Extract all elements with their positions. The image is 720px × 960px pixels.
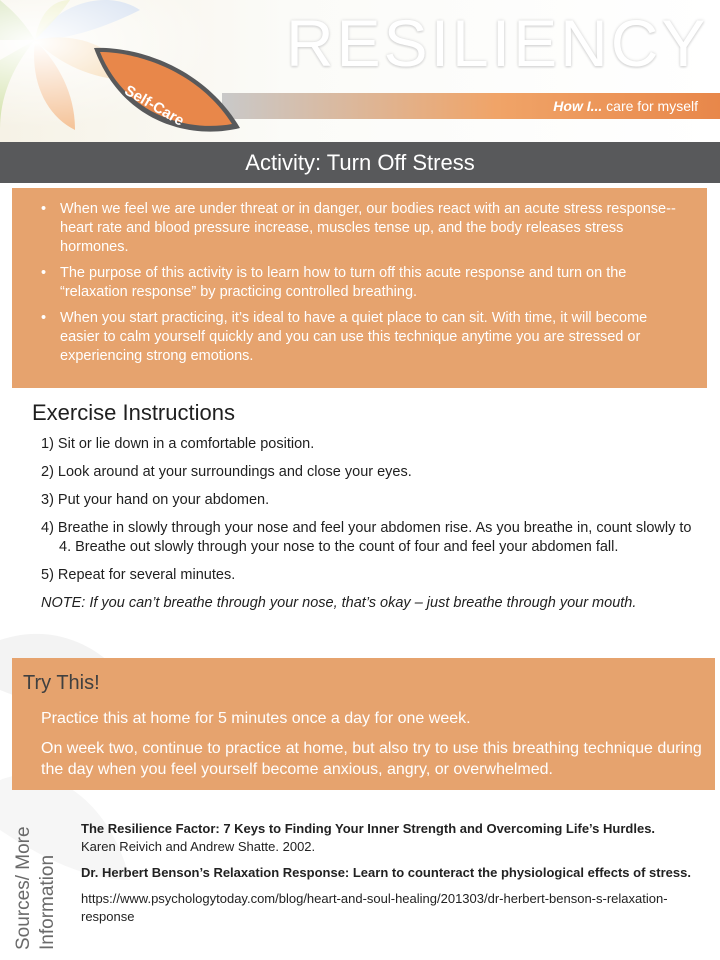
tagline-bar	[222, 93, 720, 119]
intro-panel	[12, 188, 707, 388]
try-this-heading: Try This!	[23, 672, 100, 694]
sources-label: Sources/ More Information	[13, 826, 58, 950]
exercise-step: 3) Put your hand on your abdomen.	[41, 492, 270, 508]
sources-list	[81, 820, 711, 926]
intro-bullet-list	[12, 188, 707, 366]
page-header	[0, 0, 720, 142]
intro-bullet: • When we feel we are under threat or in danger, our bodies react with an acute stress response--heart rate and blood pressure increase, muscles tense up, and the body releases stress hormones.	[60, 200, 689, 257]
tagline: How I... care for myself	[553, 98, 698, 114]
activity-title-bar	[0, 142, 720, 183]
intro-bullet: • The purpose of this activity is to learn how to turn off this acute response and turn on the “relaxation response” by practicing controlled breathing.	[60, 264, 689, 302]
activity-title: Activity: Turn Off Stress	[245, 150, 475, 175]
brand-title: RESILIENCY	[286, 6, 709, 80]
exercise-step: 4) Breathe in slowly through your nose and feel your abdomen rise. As you breathe in, count slowly to 4. Breathe out slowly through your nose to the count of four and feel your abdomen fall.	[41, 520, 692, 555]
exercise-note: NOTE: If you can’t breathe through your nose, that’s okay – just breathe through your mouth.	[41, 595, 637, 611]
exercise-steps	[41, 435, 701, 613]
intro-bullet: • When you start practicing, it’s ideal to have a quiet place to can sit. With time, it will become easier to calm yourself quickly and you can use this technique anytime you are stressed or experiencing strong emotions.	[60, 309, 689, 366]
self-care-label: Self-Care	[121, 82, 188, 130]
try-this-panel	[12, 658, 715, 790]
source-detail: Karen Reivich and Andrew Shatte. 2002.	[81, 839, 316, 854]
exercise-step: 1) Sit or lie down in a comfortable position.	[41, 436, 315, 452]
source-title: Dr. Herbert Benson’s Relaxation Response: Learn to counteract the physiological effects of stress.	[81, 865, 691, 880]
exercise-step: 5) Repeat for several minutes.	[41, 567, 236, 583]
exercise-step: 2) Look around at your surroundings and close your eyes.	[41, 464, 412, 480]
try-this-paragraph: On week two, continue to practice at home, but also try to use this breathing technique during the day when you feel yourself become anxious, angry, or overwhelmed.	[41, 740, 702, 778]
try-this-paragraph: Practice this at home for 5 minutes once a day for one week.	[41, 710, 471, 727]
source-url-link[interactable]: https://www.psychologytoday.com/blog/heart-and-soul-healing/201303/dr-herbert-benson-s-relaxation-response	[81, 891, 668, 924]
exercise-heading: Exercise Instructions	[32, 400, 235, 425]
source-title: The Resilience Factor: 7 Keys to Finding Your Inner Strength and Overcoming Life’s Hurdles.	[81, 821, 656, 836]
